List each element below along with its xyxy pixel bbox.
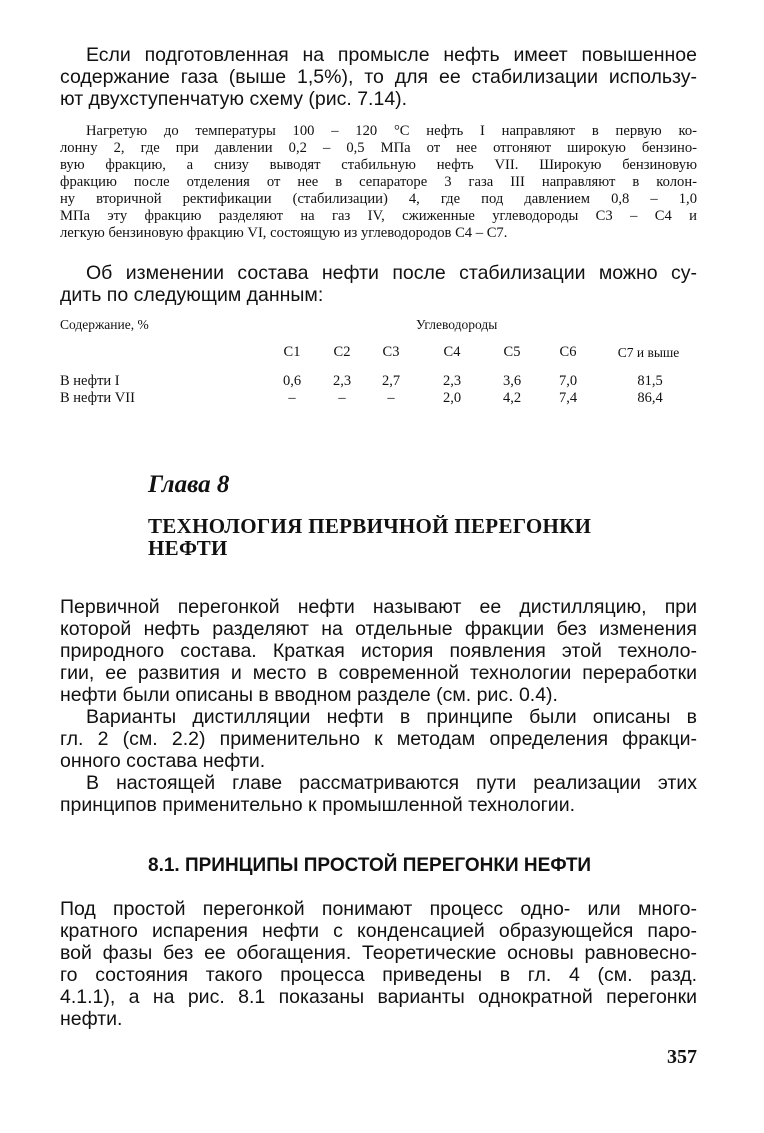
column-header: C1 xyxy=(283,344,301,360)
text-line: гии, ее развития и место в современной технологии переработки xyxy=(60,662,697,684)
intro-paragraph xyxy=(60,44,697,110)
text-line: МПа эту фракцию разделяют на газ IV, сжиженные углеводороды С3 – С4 и xyxy=(60,208,697,224)
table-cell: – xyxy=(338,390,346,406)
text-line: принципов применительно к промышленной технологии. xyxy=(60,794,575,816)
table-cell: 4,2 xyxy=(502,390,522,406)
table-cell: 81,5 xyxy=(637,373,663,389)
column-header: C4 xyxy=(443,344,461,360)
text-line: фракцию после отделения от нее в сепараторе 3 газа III направляют в колон- xyxy=(60,174,697,190)
paragraph xyxy=(60,772,697,816)
chapter-label: Глава 8 xyxy=(148,471,230,498)
table-cell: 2,3 xyxy=(442,373,462,389)
text-line: Под простой перегонкой понимают процесс одно- или много- xyxy=(60,898,697,920)
text-line: содержание газа (выше 1,5%), то для ее стабилизации использу- xyxy=(60,66,697,88)
table-cell: 2,3 xyxy=(332,373,352,389)
column-header: C7 и выше xyxy=(617,345,680,360)
chapter-title-line: ТЕХНОЛОГИЯ ПЕРВИЧНОЙ ПЕРЕГОНКИ xyxy=(148,514,592,538)
text-line: кратного испарения нефти с конденсацией образующейся паро- xyxy=(60,920,697,942)
text-line: нефти. xyxy=(60,1008,123,1030)
table-group-header: Углеводороды xyxy=(416,317,498,332)
text-line: нефти были описаны в вводном разделе (см. рис. 0.4). xyxy=(60,684,558,706)
text-line: лонну 2, где при давлении 0,2 – 0,5 МПа от нее отгоняют широкую бензино- xyxy=(60,140,697,156)
row-label: В нефти VII xyxy=(60,390,135,406)
text-line: В настоящей главе рассматриваются пути реализации этих xyxy=(86,772,697,794)
text-line: ну вторичной ректификации (стабилизации) 4, где под давлением 0,8 – 1,0 xyxy=(60,191,697,207)
paragraph xyxy=(60,596,697,706)
paragraph xyxy=(60,706,697,772)
paragraph xyxy=(60,898,697,1030)
table-cell: 2,0 xyxy=(442,390,462,406)
text-line: Первичной перегонкой нефти называют ее дистилляцию, при xyxy=(60,596,697,618)
column-header: C5 xyxy=(503,344,521,360)
scheme-description xyxy=(60,123,697,242)
text-line: го состояния такого процесса приведены в гл. 4 (см. разд. xyxy=(60,964,697,986)
text-line: гл. 2 (см. 2.2) применительно к методам определения фракци- xyxy=(60,728,697,750)
table-cell: 2,7 xyxy=(381,373,401,389)
text-line: природного состава. Краткая история появления этой техноло- xyxy=(60,640,697,662)
column-header: C6 xyxy=(559,344,577,360)
text-line: дить по следующим данным: xyxy=(60,284,324,306)
table-columns-row xyxy=(60,344,697,362)
table-row xyxy=(60,390,697,408)
text-line: Если подготовленная на промысле нефть имеет повышенное xyxy=(86,44,697,66)
page-number: 357 xyxy=(667,1046,697,1068)
composition-paragraph xyxy=(60,262,697,306)
text-line: Нагретую до температуры 100 – 120 °С нефть I направляют в первую ко- xyxy=(86,123,697,139)
section-title: 8.1. ПРИНЦИПЫ ПРОСТОЙ ПЕРЕГОНКИ НЕФТИ xyxy=(148,855,592,876)
text-line: 4.1.1), а на рис. 8.1 показаны варианты однократной перегонки xyxy=(60,986,697,1008)
table-cell: – xyxy=(288,390,296,406)
table-cell: 7,0 xyxy=(558,373,578,389)
row-label: В нефти I xyxy=(60,373,120,389)
table-header-row xyxy=(60,316,697,334)
table-cell: 86,4 xyxy=(637,390,663,406)
text-line: ют двухступенчатую схему (рис. 7.14). xyxy=(60,88,408,110)
table-cell: 7,4 xyxy=(558,390,578,406)
chapter-title-line: НЕФТИ xyxy=(148,536,228,560)
table-row-header: Содержание, % xyxy=(60,317,149,332)
table-cell: 0,6 xyxy=(282,373,302,389)
table-row xyxy=(60,373,697,391)
text-line: вую фракцию, а снизу выводят стабильную нефть VII. Широкую бензиновую xyxy=(60,157,697,173)
text-line: Об изменении состава нефти после стабилизации можно су- xyxy=(86,262,697,284)
text-line: которой нефть разделяют на отдельные фракции без изменения xyxy=(60,618,697,640)
text-line: Варианты дистилляции нефти в принципе были описаны в xyxy=(86,706,697,728)
chapter-title xyxy=(148,515,591,559)
column-header: C2 xyxy=(333,344,351,360)
text-line: онного состава нефти. xyxy=(60,750,266,772)
table-cell: – xyxy=(387,390,395,406)
table-cell: 3,6 xyxy=(502,373,522,389)
text-line: легкую бензиновую фракцию VI, состоящую из углеводородов С4 – С7. xyxy=(60,225,508,241)
column-header: C3 xyxy=(382,344,400,360)
text-line: вой фазы без ее обогащения. Теоретические основы равновесно- xyxy=(60,942,697,964)
